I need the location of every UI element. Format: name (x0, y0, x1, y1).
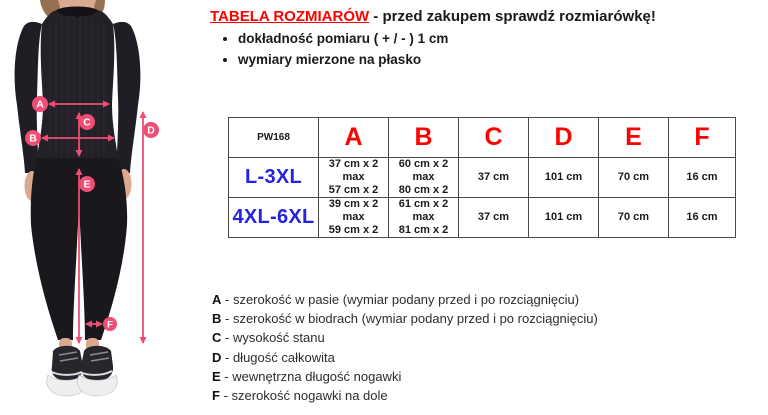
legend-text: - szerokość w pasie (wymiar podany przed i po rozciągnięciu) (225, 292, 580, 307)
marker-d-label: D (147, 124, 155, 137)
table-row (229, 158, 736, 198)
measurement-cell (319, 198, 389, 238)
legend-item-f (212, 386, 598, 405)
sweater-torso (37, 11, 118, 158)
note-item-flat-text: wymiary mierzone na płasko (238, 52, 422, 67)
marker-f-label: F (107, 319, 113, 331)
measurement-cell: 37 cm (459, 158, 529, 198)
size-table (228, 117, 736, 238)
legend-item-c (212, 328, 598, 347)
measurement-cell: 16 cm (669, 198, 736, 238)
marker-e-label: E (83, 178, 91, 191)
measurement-cell: 101 cm (529, 158, 599, 198)
column-header-c: C (459, 118, 529, 158)
page-title (210, 8, 656, 25)
marker-d (143, 122, 159, 138)
column-header-f: F (669, 118, 736, 158)
cell-line: max (412, 171, 435, 183)
column-header-d: D (529, 118, 599, 158)
legend-text: - szerokość nogawki na dole (223, 388, 388, 404)
table-row (229, 198, 736, 238)
table-header-row (229, 118, 736, 158)
cell-line: max (342, 171, 365, 183)
cell-line: 59 cm x 2 (328, 224, 379, 236)
note-item-accuracy (238, 28, 448, 49)
measurement-cell: 37 cm (459, 198, 529, 238)
column-header-e: E (599, 118, 669, 158)
cell-line: 80 cm x 2 (398, 184, 449, 196)
model-figure (15, 0, 141, 396)
measurement-cell: 70 cm (599, 158, 669, 198)
size-range: 4XL-6XL (229, 198, 319, 238)
cell-line: 39 cm x 2 (328, 198, 379, 210)
cell-line: 57 cm x 2 (328, 184, 379, 196)
marker-b-label: B (29, 132, 37, 145)
legend-letter: C (212, 330, 222, 346)
sleeve-right (113, 22, 140, 173)
measurement-cell (389, 198, 459, 238)
size-range: L-3XL (229, 158, 319, 198)
marker-c (79, 114, 95, 130)
legend-letter: F (212, 388, 220, 404)
note-item-flat (238, 49, 448, 70)
cell-line: 60 cm x 2 (398, 158, 449, 170)
column-header-a: A (319, 118, 389, 158)
marker-f (103, 317, 117, 331)
marker-b (25, 130, 41, 146)
measurement-cell (389, 158, 459, 198)
legend-item-d (212, 348, 598, 367)
legend-text: - wewnętrzna długość nogawki (224, 368, 402, 384)
title-highlight: TABELA ROZMIARÓW (210, 8, 370, 25)
legend-item-e (212, 367, 598, 386)
note-item-accuracy-text: dokładność pomiaru ( + / - ) 1 cm (238, 31, 449, 46)
legend-item-b (212, 309, 598, 328)
measurement-cell: 101 cm (529, 198, 599, 238)
cell-line: max (412, 211, 435, 223)
marker-a-label: A (36, 98, 44, 111)
marker-a (32, 96, 48, 112)
measurement-legend (212, 290, 598, 405)
column-header-b: B (389, 118, 459, 158)
legend-letter: D (212, 349, 222, 365)
model-photo (0, 0, 205, 415)
marker-e (79, 176, 95, 192)
cell-line: max (342, 211, 365, 223)
legend-text: - szerokość w biodrach (wymiar podany przed i po rozciągnięciu) (225, 311, 598, 327)
legend-letter: B (212, 311, 222, 327)
cell-line: 81 cm x 2 (398, 224, 449, 236)
legend-letter: E (212, 368, 221, 384)
legend-item-a (212, 290, 598, 309)
measurement-cell (319, 158, 389, 198)
legend-text: - wysokość stanu (225, 330, 325, 346)
sneaker-right (78, 346, 117, 396)
legend-letter: A (212, 292, 222, 307)
cell-line: 61 cm x 2 (398, 198, 449, 210)
legend-text: - długość całkowita (225, 349, 335, 365)
product-code: PW168 (229, 118, 319, 158)
measurement-cell: 16 cm (669, 158, 736, 198)
measurement-cell: 70 cm (599, 198, 669, 238)
marker-c-label: C (83, 116, 91, 129)
cell-line: 37 cm x 2 (328, 158, 379, 170)
notes-list (224, 28, 448, 70)
title-rest: - przed zakupem sprawdź rozmiarówkę! (369, 8, 656, 25)
